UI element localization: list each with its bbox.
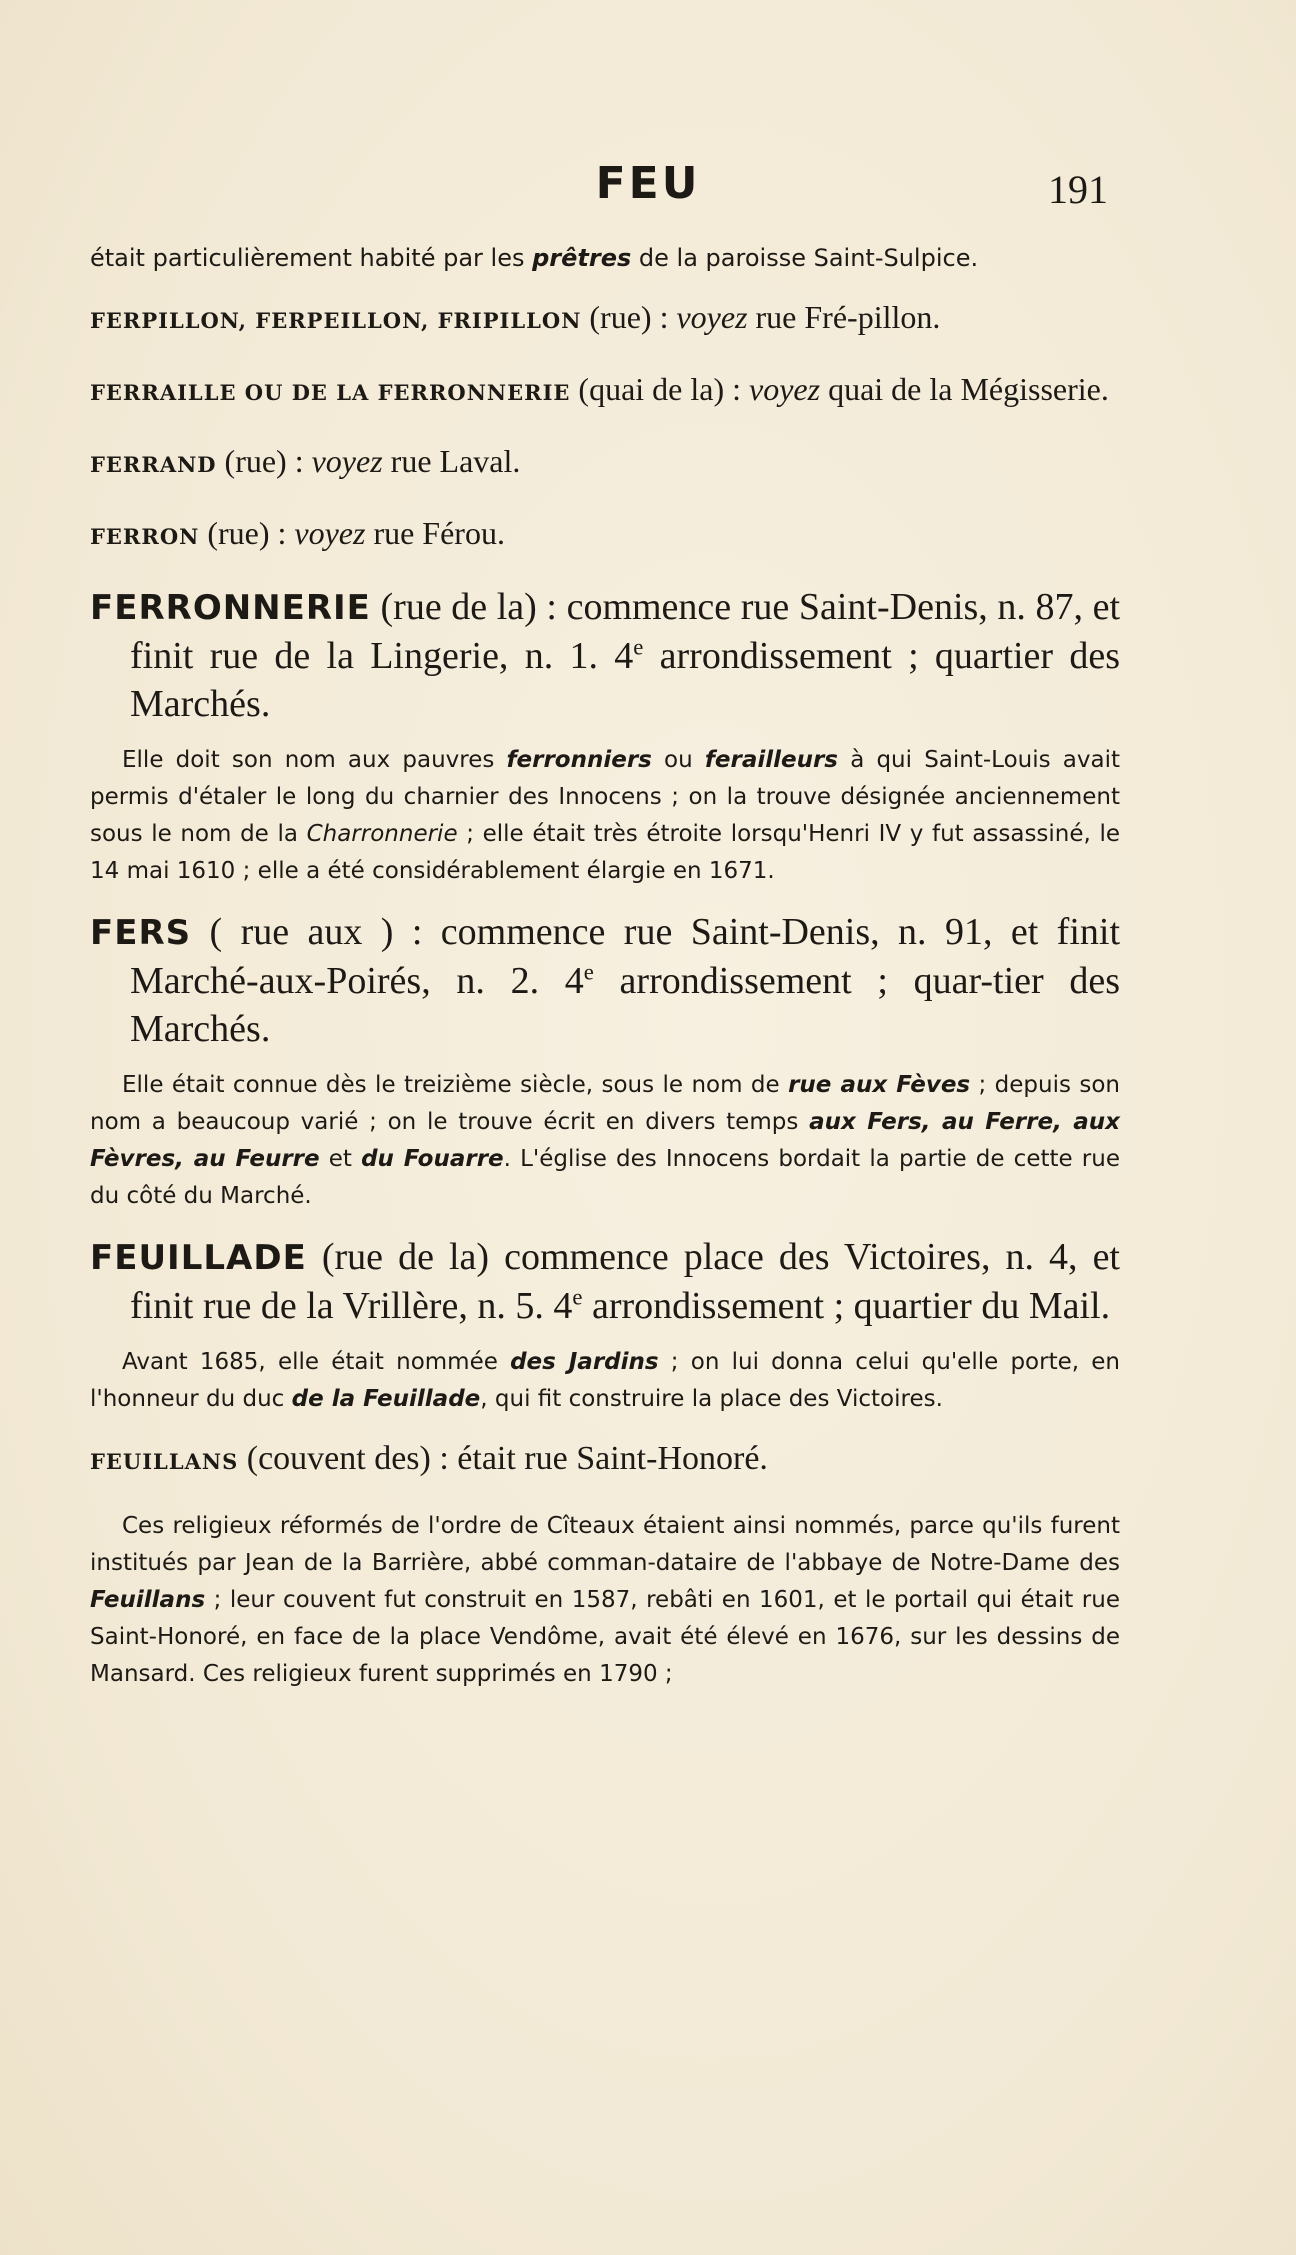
- note-text: ; on lui donna celui qu'elle porte, en l'honneur du duc: [90, 1349, 1121, 1412]
- note-italic: aux Fers, au Ferre, aux Fèvres, au Feurre: [90, 1109, 1120, 1172]
- entry-text: (couvent des) : était rue Saint-Honoré.: [238, 1440, 768, 1477]
- entry-italic: voyez: [311, 443, 383, 479]
- superscript: e: [572, 1284, 583, 1310]
- entry-headword: FEUILLADE: [90, 1238, 307, 1278]
- note-text: et: [319, 1146, 362, 1172]
- note-text: Elle était connue dès le treizième siècle, sous le nom de: [122, 1072, 789, 1098]
- note-text: Elle doit son nom aux pauvres: [122, 747, 507, 773]
- entry-text: arrondissement ; quartier du Mail.: [582, 1285, 1111, 1327]
- entry-note: [90, 1344, 1120, 1418]
- page-header: [0, 158, 1296, 228]
- note-text: à qui Saint-Louis avait permis d'étaler le long du charnier des Innocens ; on la trouve désignée anciennement sous le nom de la: [90, 747, 1120, 847]
- note-text: ; leur couvent fut construit en 1587, rebâti en 1601, et le portail qui était rue Saint-Honoré, en face de la place Vendôme, avait été élevé en 1676, sur les dessins de Mansard. Ces religieux furent supprimés en 1790 ;: [90, 1587, 1120, 1687]
- entry-ferrand: [90, 439, 1120, 487]
- entry-text: rue Laval.: [382, 443, 521, 479]
- note-text: ou: [651, 747, 705, 773]
- note-text: Ces religieux réformés de l'ordre de Cîteaux étaient ainsi nommés, parce qu'ils furent institués par Jean de la Barrière, abbé comman-dataire de l'abbaye de Notre-Dame des: [90, 1513, 1120, 1576]
- entry-italic: voyez: [676, 299, 748, 335]
- note-italic: du Fouarre: [361, 1146, 504, 1172]
- superscript: e: [583, 959, 594, 985]
- note-text: était particulièrement habité par les: [90, 244, 533, 272]
- note-italic: prêtres: [532, 244, 632, 272]
- entry-headword: FEUILLANS: [90, 1449, 239, 1474]
- page-body: [90, 240, 1120, 1711]
- superscript: e: [633, 634, 644, 660]
- entry-headword: FERPILLON, FERPEILLON, FRIPILLON: [90, 308, 582, 333]
- entry-feuillade: [90, 1233, 1120, 1330]
- entry-text: rue Férou.: [365, 515, 505, 551]
- note-text: ; elle était très étroite lorsqu'Henri IV y fut assassiné, le 14 mai 1610 ; elle a été considérablement élargie en 1671.: [90, 821, 1121, 884]
- entry-ferron: [90, 511, 1120, 559]
- note-text: Avant 1685, elle était nommée: [122, 1349, 511, 1375]
- entry-text: (quai de la) :: [570, 371, 749, 407]
- entry-ferpillon: [90, 295, 1120, 343]
- note-text: ; depuis son nom a beaucoup varié ; on le trouve écrit en divers temps: [90, 1072, 1120, 1135]
- entry-text: (rue de la) commence place des Victoires, n. 4, et finit rue de la Vrillère, n. 5. 4: [130, 1236, 1120, 1327]
- note-italic: ferronniers: [506, 747, 652, 773]
- entry-text: (rue) :: [199, 515, 295, 551]
- entry-note: [90, 1508, 1120, 1693]
- entry-feuillans: [90, 1436, 1120, 1484]
- entry-note: [90, 1067, 1120, 1215]
- entry-headword: FERRAND: [90, 452, 217, 477]
- entry-italic: voyez: [749, 371, 821, 407]
- note-italic: Charronnerie: [306, 821, 458, 847]
- entry-text: (rue de la) : commence rue Saint-Denis, n. 87, et finit rue de la Lingerie, n. 1. 4: [130, 586, 1120, 677]
- entry-text: (rue) :: [581, 299, 677, 335]
- entry-headword: FERRONNERIE: [90, 588, 371, 628]
- entry-text: rue Fré-pillon.: [747, 299, 941, 335]
- entry-text: ( rue aux ) : commence rue Saint-Denis, n. 91, et finit Marché-aux-Poirés, n. 2. 4: [130, 911, 1120, 1002]
- entry-text: quai de la Mégisserie.: [820, 371, 1109, 407]
- note-text: , qui fit construire la place des Victoires.: [480, 1386, 943, 1412]
- note-italic: Feuillans: [90, 1587, 206, 1613]
- note-italic: de la Feuillade: [291, 1386, 481, 1412]
- note-text: . L'église des Innocens bordait la partie de cette rue du côté du Marché.: [90, 1146, 1120, 1209]
- note-italic: des Jardins: [510, 1349, 659, 1375]
- note-italic: rue aux Fèves: [788, 1072, 971, 1098]
- entry-headword: FERRON: [90, 524, 200, 549]
- note-text: de la paroisse Saint-Sulpice.: [631, 244, 979, 272]
- entry-ferraille: [90, 367, 1120, 415]
- page-number: 191: [1048, 167, 1108, 212]
- entry-text: arrondissement ; quartier des Marchés.: [130, 635, 1121, 725]
- entry-ferronnerie: [90, 583, 1120, 728]
- entry-text: (rue) :: [216, 443, 312, 479]
- entry-headword: FERS: [90, 913, 192, 953]
- entry-fers: [90, 908, 1120, 1053]
- continued-note: [90, 240, 1120, 277]
- note-italic: ferailleurs: [704, 747, 839, 773]
- entry-note: [90, 742, 1120, 890]
- entry-headword: FERRAILLE OU DE LA FERRONNERIE: [90, 380, 571, 405]
- running-head: FEU: [595, 158, 701, 209]
- entry-italic: voyez: [294, 515, 366, 551]
- entry-text: arrondissement ; quar-tier des Marchés.: [130, 960, 1120, 1050]
